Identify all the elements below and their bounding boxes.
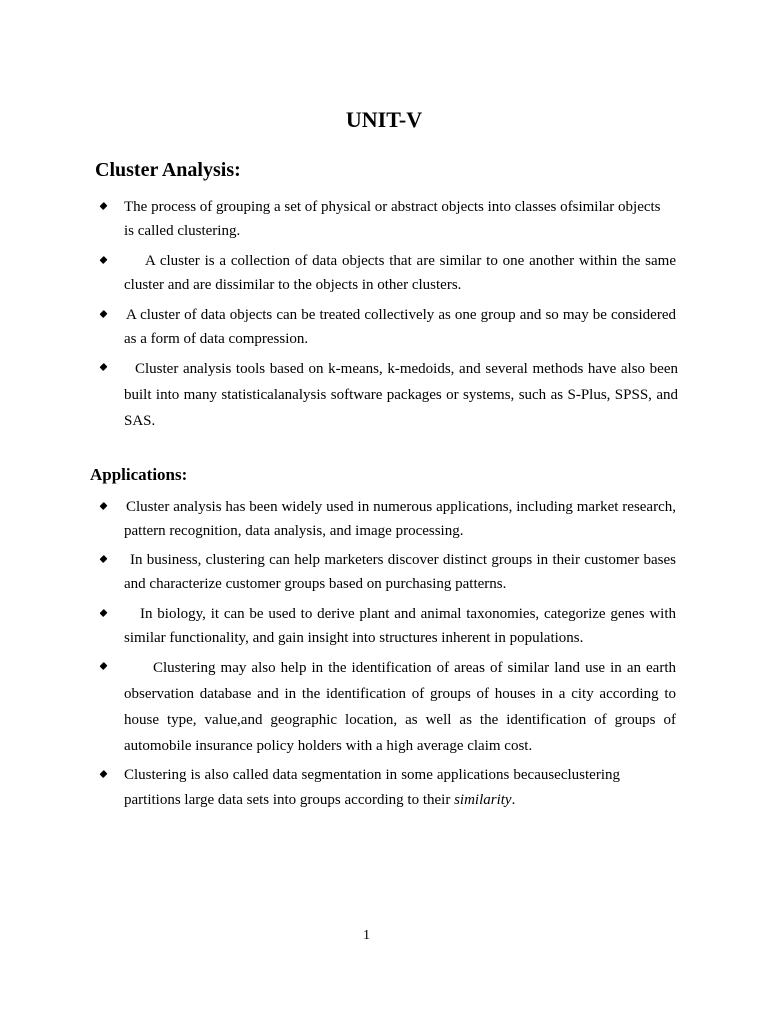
list-item-text: A cluster is a collection of data objects that are similar to one another within the same cluster and are dissimilar to the objects in other clusters. (124, 253, 676, 293)
list-item-text-body: Clustering is also called data segmentation in some applications becauseclustering partitions large data sets into groups according to their (124, 767, 620, 808)
cluster-analysis-heading: Cluster Analysis: (95, 159, 241, 181)
emphasis-text: similarity (454, 792, 512, 808)
applications-heading: Applications: (90, 465, 188, 484)
list-item-text (124, 763, 620, 813)
bullet-icon (100, 363, 108, 371)
list-item-text: A cluster of data objects can be treated collectively as one group and so may be considered as a form of data compression. (124, 307, 676, 347)
list-item-text-end: . (511, 792, 516, 808)
list-item-text: Cluster analysis tools based on k-means, k-medoids, and several methods have also been built into many statisticalanalysis software packages or systems, such as S-Plus, SPSS, and SAS. (124, 361, 678, 429)
list-item-text: Cluster analysis has been widely used in numerous applications, including market research, pattern recognition, data analysis, and image processing. (124, 499, 676, 539)
page-title: UNIT-V (345, 107, 423, 132)
bullet-icon (100, 662, 108, 670)
bullet-icon (100, 770, 108, 778)
list-item-text: The process of grouping a set of physical or abstract objects into classes ofsimilar objects is called clustering. (124, 199, 661, 239)
bullet-icon (100, 555, 108, 563)
list-item-text: In biology, it can be used to derive plant and animal taxonomies, categorize genes with similar functionality, and gain insight into structures inherent in populations. (124, 606, 676, 646)
page-number: 1 (363, 928, 370, 943)
bullet-icon (100, 202, 108, 210)
list-item-text: Clustering may also help in the identification of areas of similar land use in an earth observation database and in the identification of groups of houses in a city according to house type, value,and geographic location, as well as the identification of groups of automobile insurance policy holders with a high average claim cost. (124, 660, 676, 754)
bullet-icon (100, 609, 108, 617)
list-item-text: In business, clustering can help marketers discover distinct groups in their customer bases and characterize customer groups based on purchasing patterns. (124, 552, 676, 592)
bullet-icon (100, 502, 108, 510)
bullet-icon (100, 256, 108, 264)
bullet-icon (100, 310, 108, 318)
